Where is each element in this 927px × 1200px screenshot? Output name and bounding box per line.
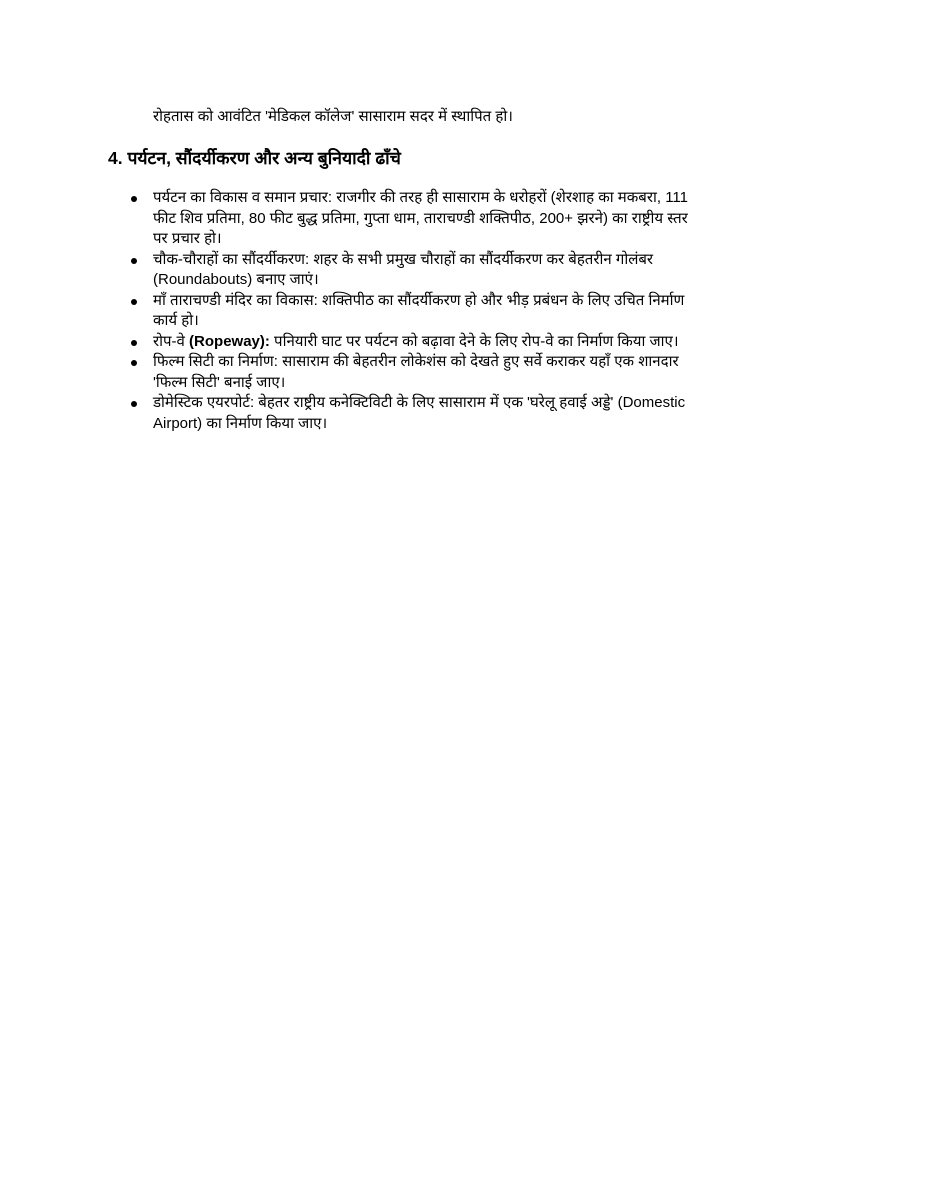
- list-item-text: [153, 188, 688, 250]
- paragraph-continuation-line: रोहतास को आवंटित 'मेडिकल कॉलेज' सासाराम सदर में स्थापित हो।: [153, 108, 513, 125]
- list-item: [131, 291, 831, 332]
- list-item-line: [153, 332, 679, 353]
- list-item-text: [153, 250, 653, 291]
- list-item: [131, 393, 831, 434]
- list-item-line: पर प्रचार हो।: [153, 230, 222, 247]
- list-item-text: [153, 332, 679, 353]
- bullet-list: [131, 188, 831, 434]
- list-item-text: [153, 393, 685, 434]
- list-item-line: 'फिल्म सिटी' बनाई जाए।: [153, 373, 286, 391]
- bullet-icon: [131, 401, 137, 407]
- list-item-line: Airport) का निर्माण किया जाए।: [153, 414, 328, 432]
- list-item-text: [153, 352, 679, 393]
- list-item: [131, 352, 831, 393]
- bullet-icon: [131, 299, 137, 305]
- list-item-line: माँ ताराचण्डी मंदिर का विकास: शक्तिपीठ का सौंदर्यीकरण हो और भीड़ प्रबंधन के लिए उचित निर्माण: [153, 291, 685, 309]
- section-heading: 4. पर्यटन, सौंदर्यीकरण और अन्य बुनियादी ढाँचे: [108, 148, 401, 168]
- list-item-line: पर्यटन का विकास व समान प्रचार: राजगीर की तरह ही सासाराम के धरोहरों (शेरशाह का मकबरा, 111: [153, 189, 689, 206]
- list-item-line: चौक-चौराहों का सौंदर्यीकरण: शहर के सभी प्रमुख चौराहों का सौंदर्यीकरण कर बेहतरीन गोलंबर: [153, 250, 654, 268]
- list-item: [131, 250, 831, 291]
- list-item-segment: पनियारी घाट पर पर्यटन को बढ़ावा देने के लिए रोप-वे का निर्माण किया जाए।: [269, 332, 679, 350]
- list-item: [131, 332, 831, 353]
- list-item-line: (Roundabouts) बनाए जाएं।: [153, 271, 319, 288]
- list-item-segment-bold: (Ropeway):: [189, 332, 270, 350]
- list-item-text: [153, 291, 684, 332]
- bullet-icon: [131, 196, 137, 202]
- list-item-line: फीट शिव प्रतिमा, 80 फीट बुद्ध प्रतिमा, गुप्ता धाम, ताराचण्डी शक्तिपीठ, 200+ झरने) का राष्ट्रीय स्तर: [153, 209, 688, 227]
- list-item-line: डोमेस्टिक एयरपोर्ट: बेहतर राष्ट्रीय कनेक्टिविटी के लिए सासाराम में एक 'घरेलू हवाई अड्डे' (Domestic: [153, 394, 686, 411]
- list-item: [131, 188, 831, 250]
- list-item-segment: रोप-वे: [153, 332, 190, 350]
- list-item-line: फिल्म सिटी का निर्माण: सासाराम की बेहतरीन लोकेशंस को देखते हुए सर्वे कराकर यहाँ एक शानदार: [153, 353, 679, 370]
- bullet-icon: [131, 360, 137, 366]
- bullet-icon: [131, 258, 137, 264]
- list-item-line: कार्य हो।: [153, 312, 199, 329]
- bullet-icon: [131, 340, 137, 346]
